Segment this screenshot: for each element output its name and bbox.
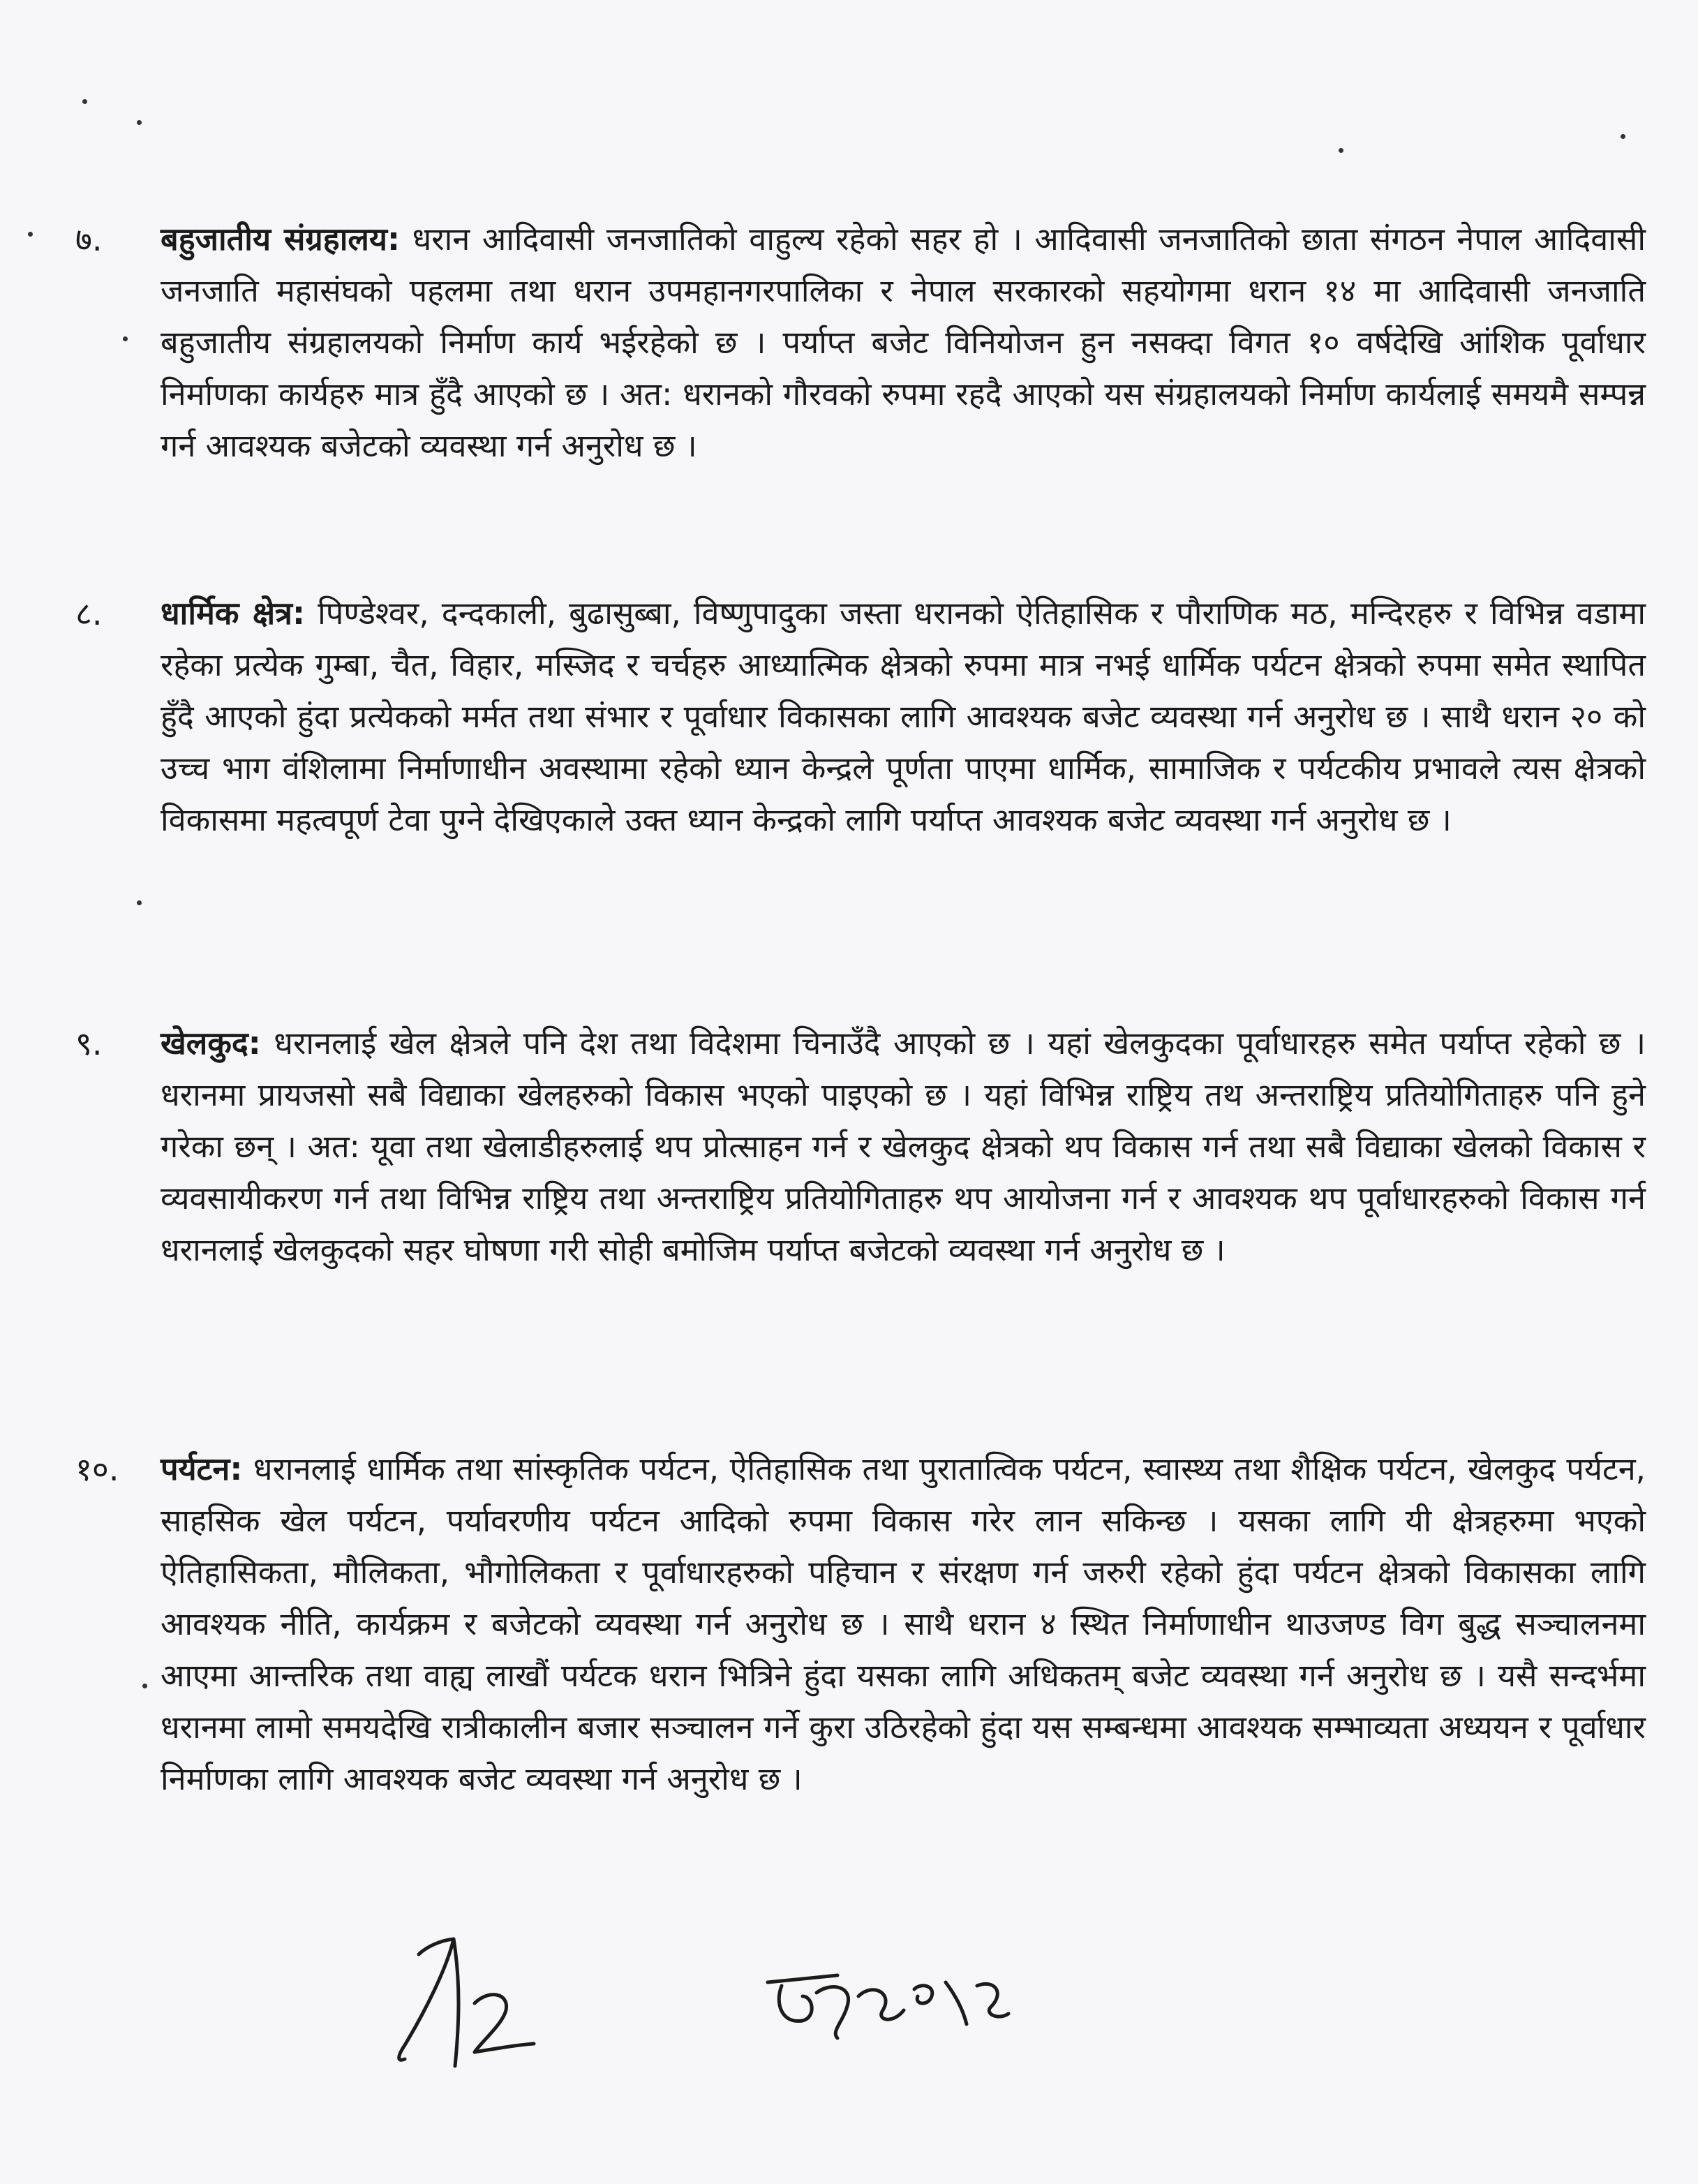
section-number: ९. [75, 1025, 103, 1062]
section-heading: बहुजातीय संग्रहालय: [161, 221, 400, 258]
scan-speck [1621, 134, 1625, 139]
scan-speck [28, 232, 33, 237]
section-heading: खेलकुद: [161, 1025, 261, 1062]
scan-speck [137, 900, 142, 905]
section-heading: पर्यटन: [161, 1450, 243, 1487]
section-number: १०. [75, 1450, 119, 1488]
section-paragraph [161, 1443, 1646, 1805]
section-8 [75, 588, 1646, 846]
section-paragraph [161, 588, 1646, 846]
section-number: ८. [75, 595, 103, 632]
scan-speck [1339, 148, 1343, 153]
section-10 [75, 1443, 1646, 1805]
section-9 [75, 1018, 1646, 1276]
section-paragraph [161, 214, 1646, 472]
section-paragraph [161, 1018, 1646, 1276]
scan-speck [82, 99, 87, 104]
signature-second [754, 1954, 1019, 2052]
section-body: पिण्डेश्वर, दन्दकाली, बुढासुब्बा, विष्णुपादुका जस्ता धरानको ऐतिहासिक र पौराणिक मठ, मन्दिरहरु र विभिन्न वडामा रहेका प्रत्येक गुम्बा, चैत, विहार, मस्जिद र चर्चहरु आध्यात्मिक क्षेत्रको रुपमा मात्र नभई धार्मिक पर्यटन क्षेत्रको रुपमा समेत स्थापित हुँदै आएको हुंदा प्रत्येकको मर्मत तथा संभार र पूर्वाधार विकासका लागि आवश्यक बजेट व्यवस्था गर्न अनुरोध छ । साथै धरान २० को उच्च भाग वंशिलामा निर्माणाधीन अवस्थामा रहेको ध्यान केन्द्रले पूर्णता पाएमा धार्मिक, सामाजिक र पर्यटकीय प्रभावले त्यस क्षेत्रको विकासमा महत्वपूर्ण टेवा पुग्ने देखिएकाले उक्त ध्यान केन्द्रको लागि पर्याप्त आवश्यक बजेट व्यवस्था गर्न अनुरोध छ । [161, 595, 1646, 838]
section-body: धरानलाई खेल क्षेत्रले पनि देश तथा विदेशमा चिनाउँदै आएको छ । यहां खेलकुदका पूर्वाधारहरु समेत पर्याप्त रहेको छ । धरानमा प्रायजसो सबै विद्याका खेलहरुको विकास भएको पाइएको छ । यहां विभिन्न राष्ट्रिय तथ अन्तराष्ट्रिय प्रतियोगिताहरु पनि हुने गरेका छन् । अत: यूवा तथा खेलाडीहरुलाई थप प्रोत्साहन गर्न र खेलकुद क्षेत्रको थप विकास गर्न तथा सबै विद्याका खेलको विकास र व्यवसायीकरण गर्न तथा विभिन्न राष्ट्रिय तथा अन्तराष्ट्रिय प्रतियोगिताहरु थप आयोजना गर्न र आवश्यक थप पूर्वाधारहरुको विकास गर्न धरानलाई खेलकुदको सहर घोषणा गरी सोही बमोजिम पर्याप्त बजेटको व्यवस्था गर्न अनुरोध छ । [161, 1025, 1646, 1268]
section-7 [75, 214, 1646, 472]
section-heading: धार्मिक क्षेत्र: [161, 595, 306, 632]
section-body: धरानलाई धार्मिक तथा सांस्कृतिक पर्यटन, ऐतिहासिक तथा पुरातात्विक पर्यटन, स्वास्थ्य तथा शैक्षिक पर्यटन, खेलकुद पर्यटन, साहसिक खेल पर्यटन, पर्यावरणीय पर्यटन आदिको रुपमा विकास गरेर लान सकिन्छ । यसका लागि यी क्षेत्रहरुमा भएको ऐतिहासिकता, मौलिकता, भौगोलिकता र पूर्वाधारहरुको पहिचान र संरक्षण गर्न जरुरी रहेको हुंदा पर्यटन क्षेत्रको विकासका लागि आवश्यक नीति, कार्यक्रम र बजेटको व्यवस्था गर्न अनुरोध छ । साथै धरान ४ स्थित निर्माणाधीन थाउजण्ड विग बुद्ध सञ्चालनमा आएमा आन्तरिक तथा वाह्य लाखौं पर्यटक धरान भित्रिने हुंदा यसका लागि अधिकतम् बजेट व्यवस्था गर्न अनुरोध छ । यसै सन्दर्भमा धरानमा लामो समयदेखि रात्रीकालीन बजार सञ्चालन गर्ने कुरा उठिरहेको हुंदा यस सम्बन्धमा आवश्यक सम्भाव्यता अध्ययन र पूर्वाधार निर्माणका लागि आवश्यक बजेट व्यवस्था गर्न अनुरोध छ । [161, 1450, 1646, 1797]
section-body: धरान आदिवासी जनजातिको वाहुल्य रहेको सहर हो । आदिवासी जनजातिको छाता संगठन नेपाल आदिवासी जनजाति महासंघको पहलमा तथा धरान उपमहानगरपालिका र नेपाल सरकारको सहयोगमा धरान १४ मा आदिवासी जनजाति बहुजातीय संग्रहालयको निर्माण कार्य भईरहेको छ । पर्याप्त बजेट विनियोजन हुन नसक्दा विगत १० वर्षदेखि आंशिक पूर्वाधार निर्माणका कार्यहरु मात्र हुँदै आएको छ । अत: धरानको गौरवको रुपमा रहदै आएको यस संग्रहालयको निर्माण कार्यलाई समयमै सम्पन्न गर्न आवश्यक बजेटको व्यवस्था गर्न अनुरोध छ । [161, 221, 1646, 464]
section-number: ७. [75, 221, 103, 258]
signature-first [377, 1926, 558, 2080]
scan-speck [137, 120, 142, 125]
